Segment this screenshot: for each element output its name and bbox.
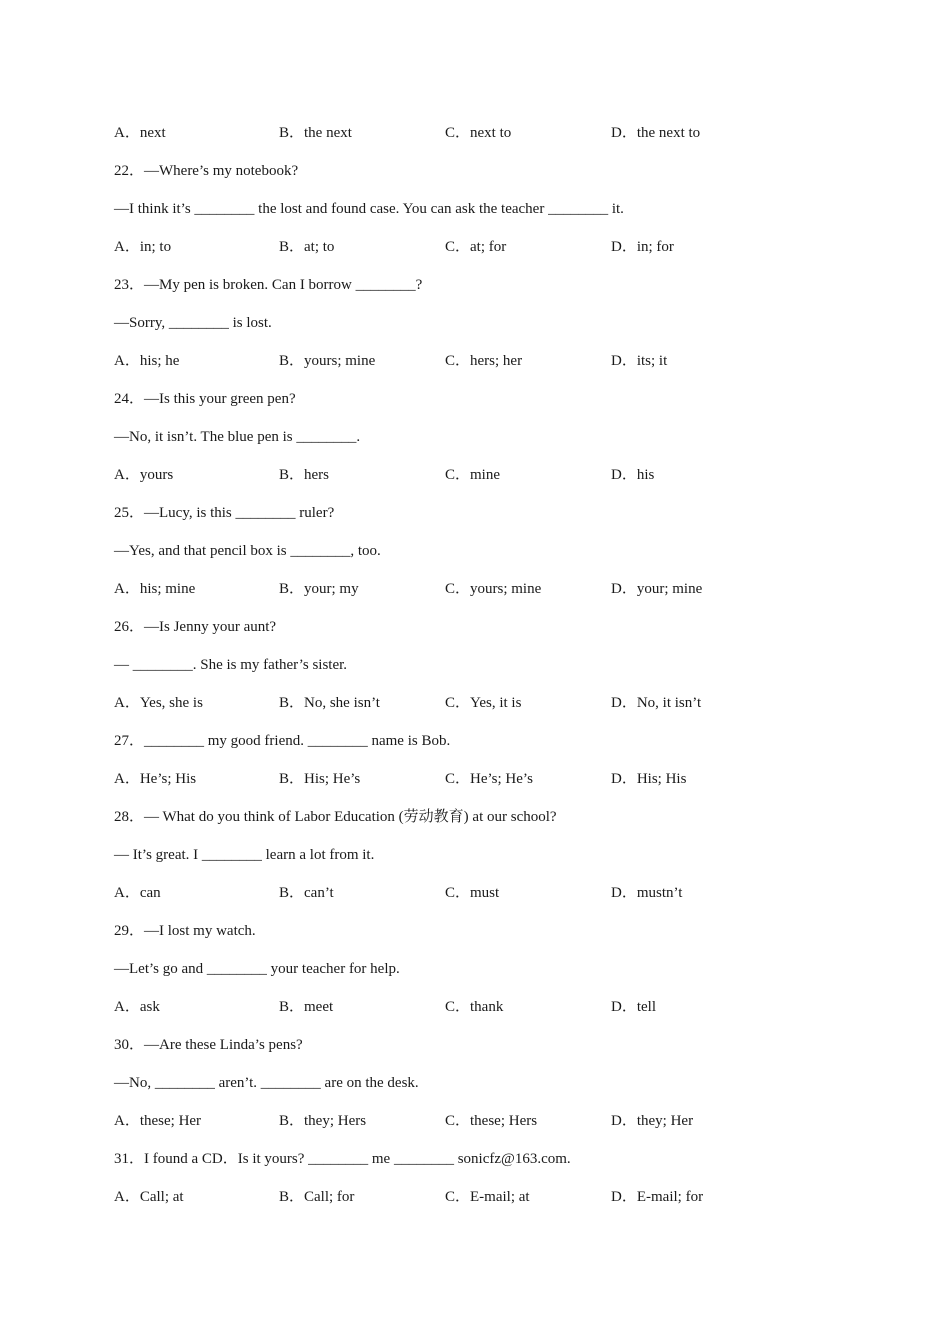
answer-option-c: C．Yes, it is [445, 695, 522, 711]
answer-options-row [114, 235, 834, 273]
answer-option-b: B．No, she isn’t [279, 695, 380, 711]
answer-option-a: A．yours [114, 467, 174, 483]
question-line: 27．________ my good friend. ________ name is Bob. [114, 733, 451, 749]
answer-option-c: C．He’s; He’s [445, 771, 533, 787]
answer-option-b: B．Call; for [279, 1189, 355, 1205]
answer-options-row [114, 1109, 834, 1147]
answer-option-c: C．hers; her [445, 353, 523, 369]
answer-options-row [114, 577, 834, 615]
question-line: 28．— What do you think of Labor Education (劳动教育) at our school? [114, 809, 557, 825]
answer-options-row [114, 881, 834, 919]
answer-options-row [114, 349, 834, 387]
question-line: —No, ________ aren’t. ________ are on the desk. [114, 1075, 419, 1091]
answer-option-c: C．these; Hers [445, 1113, 538, 1129]
answer-option-c: C．next to [445, 125, 512, 141]
answer-option-c: C．must [445, 885, 500, 901]
answer-options-row [114, 121, 834, 159]
answer-option-a: A．his; he [114, 353, 180, 369]
answer-option-d: D．his [611, 467, 655, 483]
answer-option-c: C．thank [445, 999, 504, 1015]
question-line: 24．—Is this your green pen? [114, 391, 296, 407]
question-line: —I think it’s ________ the lost and found case. You can ask the teacher ________ it. [114, 201, 624, 217]
question-line: —Sorry, ________ is lost. [114, 315, 272, 331]
answer-option-c: C．yours; mine [445, 581, 542, 597]
answer-option-a: A．in; to [114, 239, 172, 255]
answer-options-row [114, 767, 834, 805]
answer-option-d: D．the next to [611, 125, 701, 141]
answer-option-c: C．E-mail; at [445, 1189, 530, 1205]
answer-option-d: D．your; mine [611, 581, 703, 597]
question-line: 23．—My pen is broken. Can I borrow ________? [114, 277, 423, 293]
answer-option-a: A．his; mine [114, 581, 196, 597]
question-line: 25．—Lucy, is this ________ ruler? [114, 505, 335, 521]
answer-option-d: D．in; for [611, 239, 674, 255]
question-line: 31．I found a CD．Is it yours? ________ me ________ sonicfz@163.com. [114, 1151, 571, 1167]
answer-option-c: C．at; for [445, 239, 507, 255]
answer-option-a: A．Call; at [114, 1189, 184, 1205]
question-line: —Yes, and that pencil box is ________, too. [114, 543, 381, 559]
question-line: 26．—Is Jenny your aunt? [114, 619, 277, 635]
answer-option-d: D．E-mail; for [611, 1189, 704, 1205]
answer-option-a: A．these; Her [114, 1113, 202, 1129]
answer-option-b: B．His; He’s [279, 771, 361, 787]
answer-option-c: C．mine [445, 467, 500, 483]
question-line: — ________. She is my father’s sister. [114, 657, 348, 673]
answer-option-b: B．meet [279, 999, 334, 1015]
answer-option-a: A．ask [114, 999, 160, 1015]
answer-option-a: A．next [114, 125, 166, 141]
answer-option-b: B．can’t [279, 885, 334, 901]
answer-option-d: D．mustn’t [611, 885, 683, 901]
answer-option-b: B．hers [279, 467, 329, 483]
answer-option-a: A．Yes, she is [114, 695, 203, 711]
question-line: — It’s great. I ________ learn a lot from it. [114, 847, 375, 863]
answer-option-b: B．your; my [279, 581, 359, 597]
answer-option-d: D．No, it isn’t [611, 695, 702, 711]
answer-options-row [114, 1185, 834, 1223]
question-line: 30．—Are these Linda’s pens? [114, 1037, 303, 1053]
answer-option-d: D．His; His [611, 771, 687, 787]
answer-options-row [114, 995, 834, 1033]
question-line: 29．—I lost my watch. [114, 923, 256, 939]
answer-options-row [114, 691, 834, 729]
answer-options-row [114, 463, 834, 501]
question-list [114, 121, 834, 1223]
answer-option-b: B．the next [279, 125, 352, 141]
question-line: 22．—Where’s my notebook? [114, 163, 299, 179]
answer-option-d: D．tell [611, 999, 656, 1015]
question-line: —No, it isn’t. The blue pen is ________. [114, 429, 361, 445]
answer-option-b: B．at; to [279, 239, 335, 255]
answer-option-d: D．its; it [611, 353, 668, 369]
answer-option-b: B．yours; mine [279, 353, 376, 369]
question-line: —Let’s go and ________ your teacher for help. [114, 961, 400, 977]
answer-option-a: A．can [114, 885, 161, 901]
answer-option-b: B．they; Hers [279, 1113, 367, 1129]
answer-option-a: A．He’s; His [114, 771, 197, 787]
answer-option-d: D．they; Her [611, 1113, 694, 1129]
